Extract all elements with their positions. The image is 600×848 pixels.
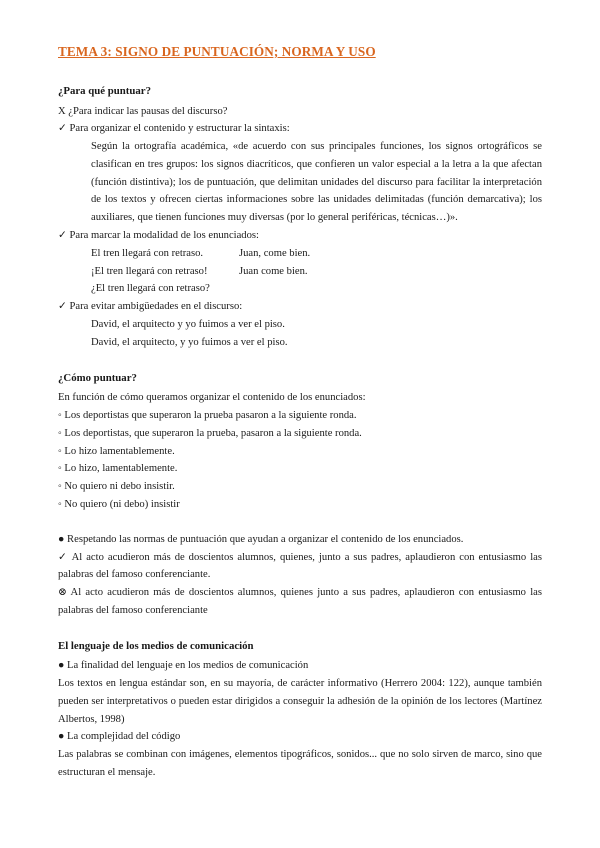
reason-modality: ✓ Para marcar la modalidad de los enunciados: — [58, 230, 259, 242]
document-page — [58, 44, 542, 782]
reason-ambiguity: ✓ Para evitar ambigüedades en el discurso: — [58, 301, 243, 313]
wrong-reason: X ¿Para indicar las pausas del discurso? — [58, 105, 228, 117]
example-exclamation: ¡El tren llegará con retraso! — [91, 265, 208, 277]
list-item: ◦ Los deportistas, que superaron la prueba, pasaron a la siguiente ronda. — [58, 427, 362, 439]
media-text-purpose: Los textos en lengua estándar son, en su mayoría, de carácter informativo (Herrero 2004: 122), aunque también pueden ser interpretativos o pueden estar dirigidos a conseguir la adhesión de la opinión de los lectores (Martínez Albertos, 1998) — [58, 678, 542, 725]
example-question: ¿El tren llegará con retraso? — [91, 283, 210, 295]
example-row-2 — [58, 263, 542, 281]
reason-organize: ✓ Para organizar el contenido y estructurar la sintaxis: — [58, 123, 290, 135]
list-item: ◦ No quiero ni debo insistir. — [58, 481, 175, 493]
example-statement: El tren llegará con retraso. — [91, 247, 204, 259]
list-item: ◦ No quiero (ni debo) insistir — [58, 498, 180, 510]
list-item: ◦ Los deportistas que superaron la prueba pasaron a la siguiente ronda. — [58, 409, 357, 421]
media-point-complexity: ● La complejidad del código — [58, 731, 181, 743]
media-text-complexity: Las palabras se combinan con imágenes, elementos tipográficos, sonidos... que no solo sirven de marco, sino que estructuran el mensaje. — [58, 749, 542, 778]
example-vocative: Juan, come bien. — [239, 247, 311, 259]
rule-statement: ● Respetando las normas de puntuación que ayudan a organizar el contenido de los enunciados. — [58, 533, 464, 545]
document-title: TEMA 3: SIGNO DE PUNTUACIÓN; NORMA Y USO — [58, 44, 376, 59]
list-item: ◦ Lo hizo, lamentablemente. — [58, 463, 178, 475]
section-heading-media: El lenguaje de los medios de comunicación — [58, 639, 254, 652]
example-ambiguous-2: David, el arquitecto, y yo fuimos a ver el piso. — [91, 336, 288, 348]
list-item: ◦ Lo hizo lamentablemente. — [58, 445, 175, 457]
example-row-1 — [58, 245, 542, 263]
example-ambiguous-1: David, el arquitecto y yo fuimos a ver el piso. — [91, 319, 285, 331]
media-point-purpose: ● La finalidad del lenguaje en los medios de comunicación — [58, 660, 309, 672]
example-no-comma: Juan come bien. — [239, 265, 308, 277]
incorrect-example: ⊗ Al acto acudieron más de doscientos alumnos, quienes junto a sus padres, aplaudieron con entusiasmo las palabras del famoso conferenciante — [58, 587, 542, 616]
academic-quote: Según la ortografía académica, «de acuerdo con sus principales funciones, los signos ortográficos se clasifican en tres grupos: los signos diacríticos, que confieren un valor especial a la letra a la que afectan (función distintiva); los de puntuación, que delimitan unidades del discurso para facilitar la interpretación de los textos y ofrecen ciertas informaciones sobre las unidades delimitadas (función demarcativa); los auxiliares, que tienen funciones muy diversas (por lo general periféricas, técnicas…)». — [91, 141, 542, 224]
section-heading-how: ¿Cómo puntuar? — [58, 371, 137, 384]
how-intro: En función de cómo queramos organizar el contenido de los enunciados: — [58, 392, 366, 404]
correct-example: ✓ Al acto acudieron más de doscientos alumnos, quienes, junto a sus padres, aplaudieron con entusiasmo las palabras del famoso conferenciante. — [58, 551, 542, 581]
section-heading-why: ¿Para qué puntuar? — [58, 85, 151, 97]
